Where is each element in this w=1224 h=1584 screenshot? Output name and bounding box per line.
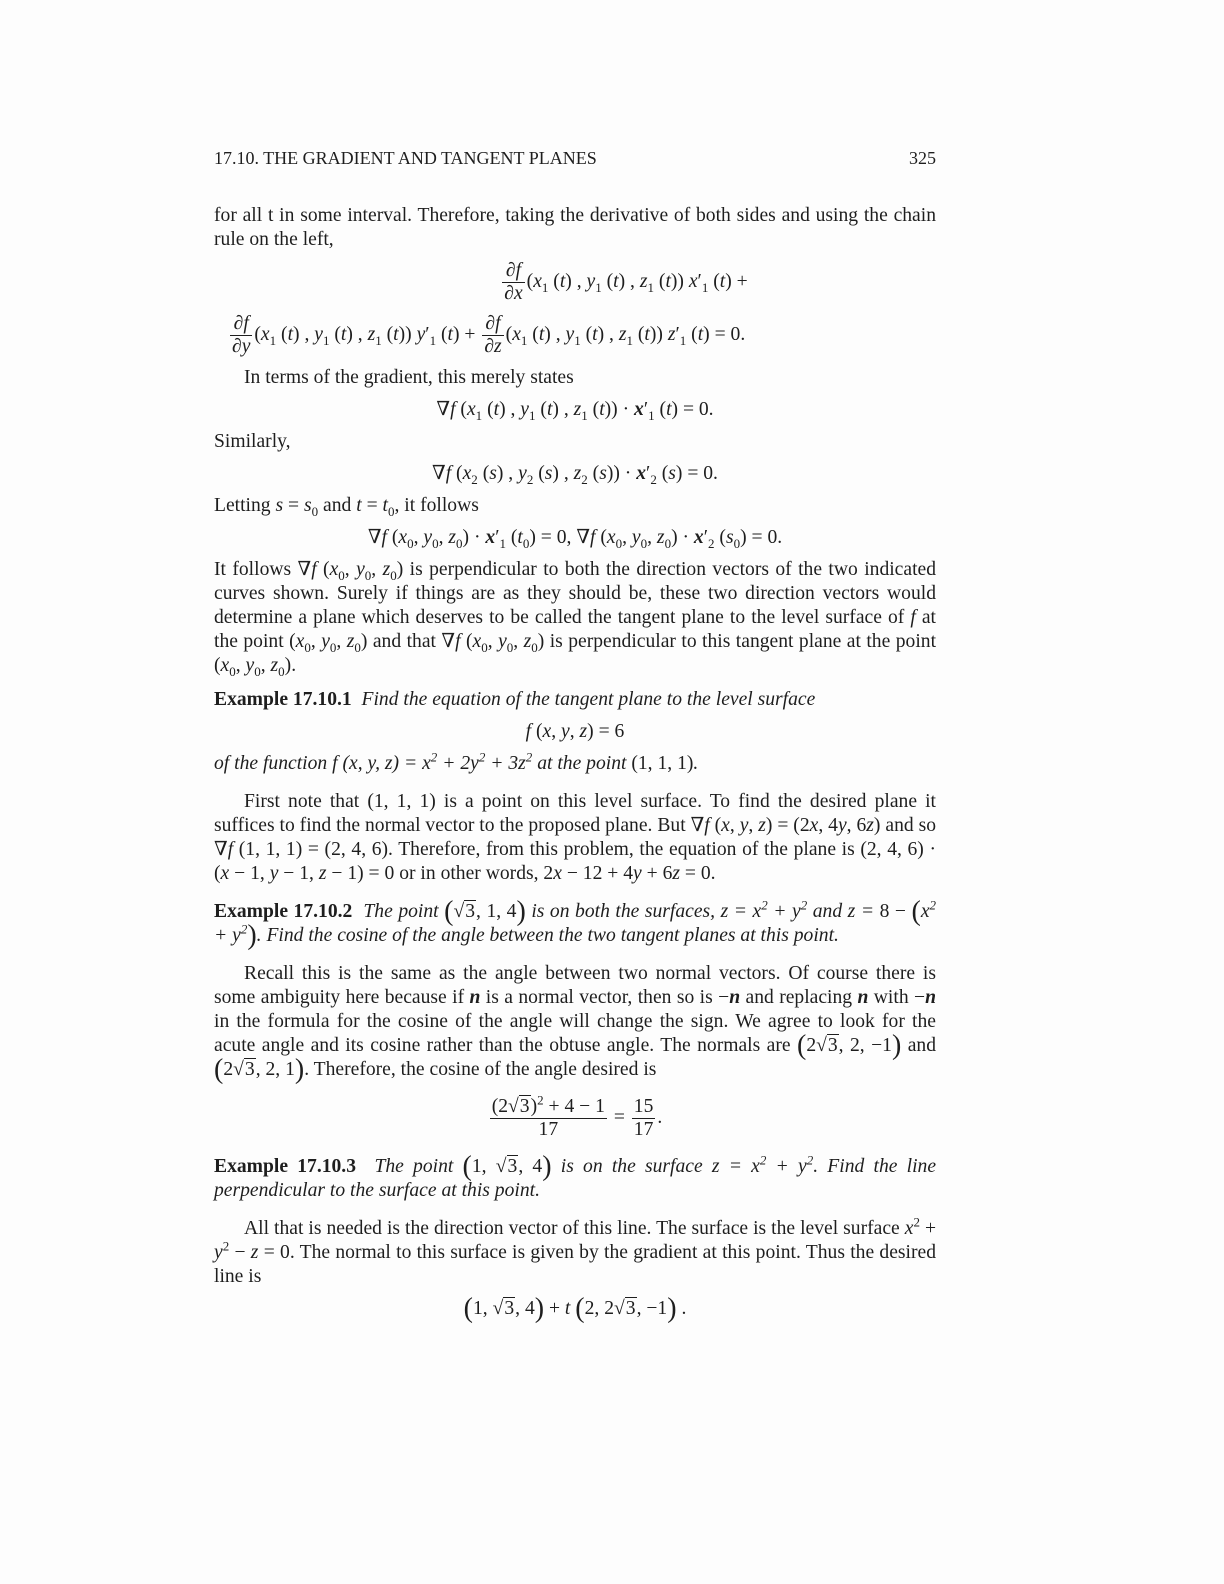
paragraph: It follows ∇f ($x_0$, $y_0$, $z_0$) is perpendicular to both the direction vectors of the two indicated curves shown. Surely if things are as they should be, these two direction vectors would determine a plane which deserves to be called the tangent plane to the level surface of f at the point ($x_0$, $y_0$, $z_0$) and that ∇f ($x_0$, $y_0$, $z_0$) is perpendicular to this tangent plane at the point ($x_0$, $y_0$, $z_0$). (214, 559, 937, 679)
equation-level-surface: f (x, y, z) = 6 (525, 721, 625, 742)
paragraph: Letting $s = s_0$ and $t = t_0$, it follows (214, 495, 479, 519)
paragraph: In terms of the gradient, this merely states (244, 367, 574, 388)
section-title: 17.10. THE GRADIENT AND TANGENT PLANES (214, 148, 597, 168)
solution-17-10-3: All that is needed is the direction vector of this line. The surface is the level surface $x^2 + y^2 - z = 0$. The normal to this surface is given by the gradient at this point. Thus the desired line is (214, 1214, 936, 1287)
solution-17-10-1: First note that (1, 1, 1) is a point on this level surface. To find the desired plane it suffices to find the normal vector to the proposed plane. But ∇f (x, y, z) = (2x, 4y, 6z) and so ∇f (1, 1, 1) = (2, 4, 6). Therefore, from this problem, the equation of the plane is (2, 4, 6) · (x − 1, y − 1, z − 1) = 0 or in other words, 2x − 12 + 4y + 6z = 0. (214, 791, 937, 884)
example-17-10-3: Example 17.10.3 The point (1, √3, 4) is on the surface $z = x^2 + y^2$. Find the line perpendicular to the surface at this point. (214, 1151, 937, 1201)
example-17-10-1-cont: of the function f (x, y, $z) = x^2 + 2y^2 + 3z^2$ at the point (1, 1, 1). (214, 749, 699, 774)
equation-chain-rule-2: $\frac{\partial f}{\partial y}$ ($x_1$ (t) , $y_1$ (t) , $z_1$ (t)) $y'_1$ (t) + $\frac{\partial f}{\partial z}$ ($x_1$ (t) , $y_1$ (t) , $z_1$ (t)) $z'_1$ (t) = 0. (232, 313, 746, 357)
solution-17-10-2: Recall this is the same as the angle between two normal vectors. Of course there is some ambiguity here because if n is a normal vector, then so is −n and replacing n with −n in the formula for the cosine of the angle will change the sign. We agree to look for the acute angle and its cosine rather than the obtuse angle. The normals are (2√3, 2, −1) and (2√3, 2, 1). Therefore, the cosine of the angle desired is (214, 963, 936, 1085)
page-body (214, 204, 936, 1329)
paragraph: Similarly, (214, 431, 291, 452)
equation-line: (1, √3, 4) + t (2, 2√3, −1) . (463, 1293, 687, 1324)
paragraph: for all t in some interval. Therefore, taking the derivative of both sides and using the chain rule on the left, (214, 205, 936, 250)
equation-gradient-2: ∇f ($x_2$ (s) , $y_2$ (s) , $z_2$ $(s)) \cdot x'_2$ (s) = 0. (432, 463, 718, 487)
equation-gradient-1: ∇f ($x_1$ (t) , $y_1$ (t) , $z_1$ $(t)) \cdot x'_1$ (t) = 0. (436, 399, 714, 423)
equation-cosine: $\frac{(2√3)^2 + 4 - 1}{17}$ = $\frac{15}{17}$ . (491, 1092, 663, 1140)
equation-chain-rule-1: $\frac{\partial f}{\partial x}$ ($x_1$ (t) , $y_1$ (t) , $z_1$ (t)) $x'_1$ (t) + (504, 260, 748, 304)
running-header (214, 148, 936, 169)
page-number: 325 (909, 148, 936, 168)
example-17-10-2: Example 17.10.2 The point (√3, 1, 4) is on both the surfaces, $z = x^2 + y^2$ and $z = 8 - (x^2 + y^2)$. Find the cosine of the angle between the two tangent planes at this point. (214, 896, 937, 951)
equation-gradient-3: ∇f ($x_0$, $y_0$, $z_0) \cdot x'_1$ $(t_0) = 0$, ∇f ($x_0$, $y_0$, $z_0) \cdot x'_2$ $(s_0) = 0$. (367, 527, 783, 551)
example-17-10-1: Example 17.10.1 Find the equation of the tangent plane to the level surface (214, 689, 816, 710)
